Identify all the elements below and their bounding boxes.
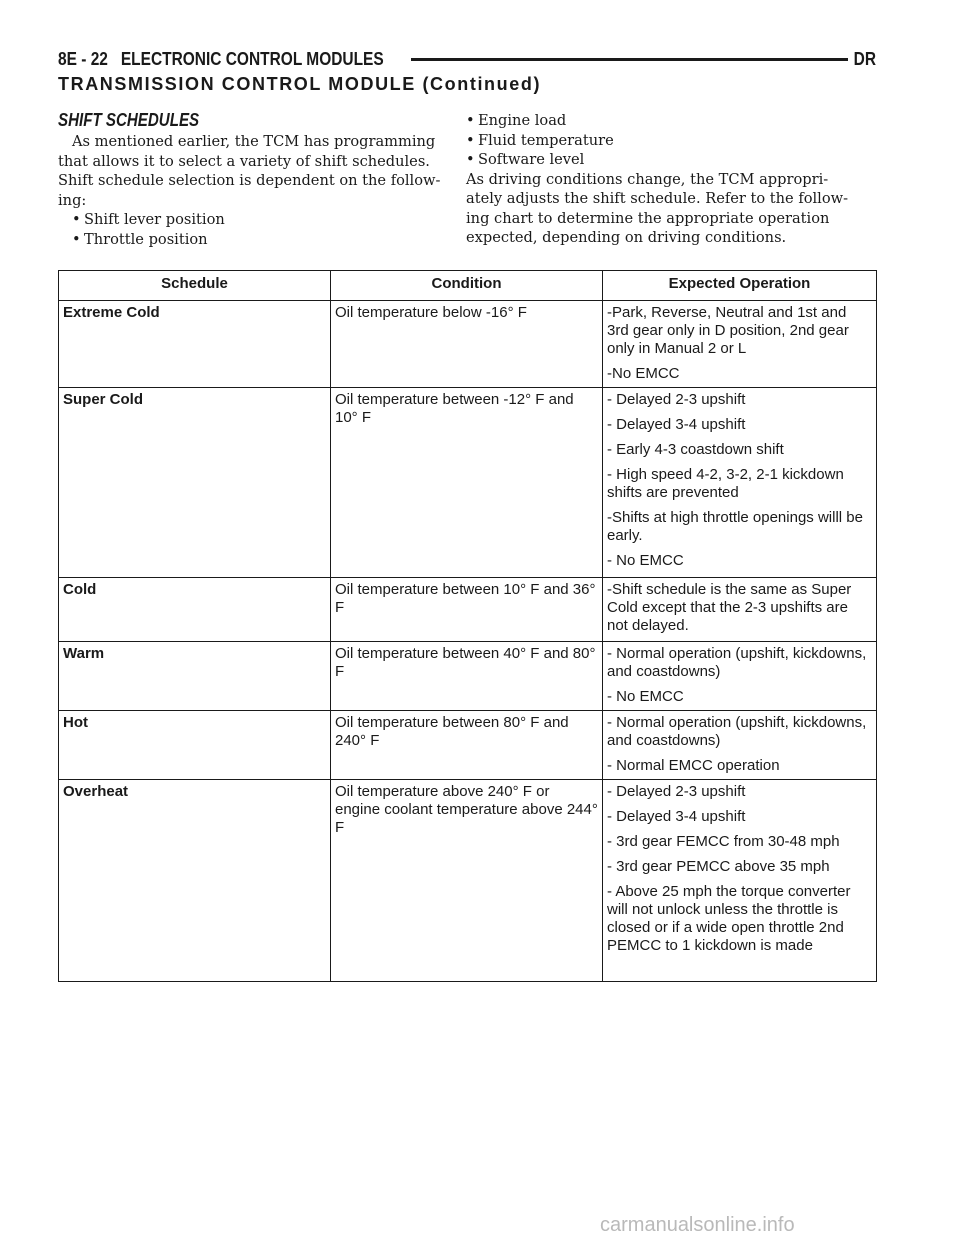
schedule-cell: Warm: [59, 642, 331, 711]
schedule-cell: Hot: [59, 711, 331, 780]
operation-item: - Delayed 3-4 upshift: [607, 808, 746, 825]
operation-item: - Early 4-3 coastdown shift: [607, 441, 784, 458]
bullet-dot: •: [72, 211, 81, 228]
operation-item: -Shifts at high throttle openings willl be early.: [607, 509, 863, 544]
table-row: [59, 711, 877, 780]
bullet-item: [58, 210, 450, 230]
intro-line: As mentioned earlier, the TCM has programming: [72, 133, 436, 150]
intro-paragraph: [58, 132, 450, 210]
bullet-text: Engine load: [478, 112, 567, 129]
table-row: [59, 780, 877, 982]
condition-cell: Oil temperature between 40° F and 80° F: [331, 642, 603, 711]
operation-item: - Normal EMCC operation: [607, 757, 780, 774]
operation-item: - 3rd gear FEMCC from 30-48 mph: [607, 833, 840, 850]
shift-schedule-table: [58, 270, 877, 982]
operation-cell: [603, 780, 877, 982]
operation-cell: [603, 642, 877, 711]
bullet-item: [466, 150, 878, 170]
table-header-row: [59, 271, 877, 301]
operation-cell: [603, 301, 877, 388]
operation-item: - 3rd gear PEMCC above 35 mph: [607, 858, 830, 875]
page-header: [58, 44, 876, 74]
operation-cell: [603, 578, 877, 642]
right-column: [466, 111, 878, 248]
schedule-cell: Extreme Cold: [59, 301, 331, 388]
operation-cell: [603, 711, 877, 780]
table-row: [59, 301, 877, 388]
bullet-dot: •: [466, 112, 475, 129]
bullet-dot: •: [466, 131, 475, 149]
bullet-dot: •: [72, 230, 81, 248]
closing-paragraph: [466, 170, 878, 248]
closing-line: expected, depending on driving conditions.: [466, 229, 787, 246]
operation-item: - Normal operation (upshift, kickdowns, and coastdowns): [607, 645, 867, 680]
schedule-cell: Overheat: [59, 780, 331, 982]
operation-item: - No EMCC: [607, 552, 684, 569]
bullet-item: [58, 230, 450, 250]
intro-line: that allows it to select a variety of shift schedules.: [58, 152, 430, 170]
operation-item: - Delayed 2-3 upshift: [607, 391, 746, 408]
table-row: [59, 642, 877, 711]
section-id-and-title: [58, 49, 384, 70]
section-heading: SHIFT SCHEDULES: [58, 110, 200, 130]
condition-cell: Oil temperature below -16° F: [331, 301, 603, 388]
condition-cell: Oil temperature between 10° F and 36° F: [331, 578, 603, 642]
bullet-item: [466, 111, 878, 131]
intro-line: ing:: [58, 191, 87, 209]
condition-cell: Oil temperature above 240° F or engine coolant temperature above 244° F: [331, 780, 603, 982]
operation-item: -No EMCC: [607, 365, 680, 382]
model-code: DR: [853, 48, 876, 69]
table-row: [59, 578, 877, 642]
column-header-condition: Condition: [331, 271, 603, 301]
bullet-text: Shift lever position: [84, 211, 225, 228]
bullet-text: Software level: [478, 151, 585, 168]
bullet-item: [466, 131, 878, 151]
schedule-cell: Cold: [59, 578, 331, 642]
bullet-dot: •: [466, 151, 475, 168]
intro-line: Shift schedule selection is dependent on the follow-: [58, 172, 441, 189]
closing-line: ing chart to determine the appropriate operation: [466, 209, 830, 227]
operation-item: - Normal operation (upshift, kickdowns, and coastdowns): [607, 714, 867, 749]
operation-item: - No EMCC: [607, 688, 684, 705]
bullet-text: Throttle position: [84, 230, 208, 248]
closing-line: As driving conditions change, the TCM appropri-: [466, 170, 829, 188]
continued-title: TRANSMISSION CONTROL MODULE (Continued): [58, 74, 542, 94]
operation-item: - Delayed 2-3 upshift: [607, 783, 746, 800]
header-rule: [411, 58, 848, 61]
operation-cell: [603, 388, 877, 578]
operation-item: - High speed 4-2, 3-2, 2-1 kickdown shifts are prevented: [607, 466, 844, 501]
closing-line: ately adjusts the shift schedule. Refer to the follow-: [466, 190, 849, 207]
column-header-expected-operation: Expected Operation: [603, 271, 877, 301]
table-row: [59, 388, 877, 578]
section-id: 8E - 22: [58, 48, 108, 69]
left-column: [58, 108, 450, 249]
condition-cell: Oil temperature between 80° F and 240° F: [331, 711, 603, 780]
operation-item: - Delayed 3-4 upshift: [607, 416, 746, 433]
header-title: ELECTRONIC CONTROL MODULES: [120, 48, 384, 69]
schedule-cell: Super Cold: [59, 388, 331, 578]
column-header-schedule: Schedule: [59, 271, 331, 301]
operation-item: -Shift schedule is the same as Super Cold except that the 2-3 upshifts are not delayed.: [607, 581, 852, 634]
watermark-link[interactable]: carmanualsonline.info: [600, 1214, 795, 1236]
operation-item: - Above 25 mph the torque converter will not unlock unless the throttle is closed or if a wide open throttle 2nd PEMCC to 1 kickdown is made: [607, 883, 851, 954]
condition-cell: Oil temperature between -12° F and 10° F: [331, 388, 603, 578]
operation-item: -Park, Reverse, Neutral and 1st and 3rd gear only in D position, 2nd gear only in Manual 2 or L: [607, 304, 849, 357]
bullet-text: Fluid temperature: [478, 131, 614, 149]
